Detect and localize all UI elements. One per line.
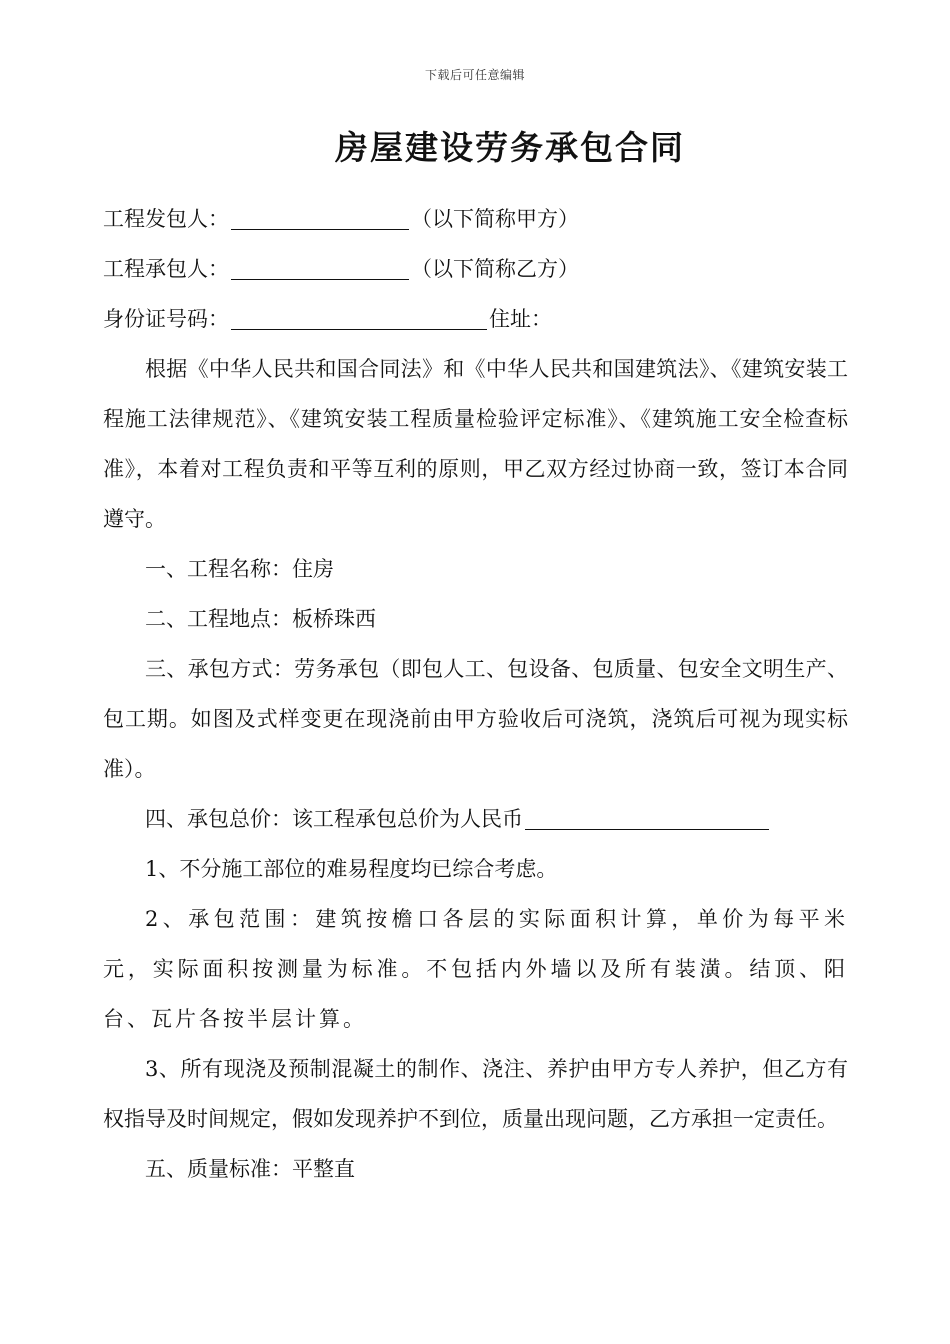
clause-project-name: 一、工程名称：住房: [145, 557, 334, 581]
total-price-blank: [525, 805, 769, 830]
contractor-label: 工程承包人：: [103, 257, 229, 281]
id-blank: [231, 305, 487, 330]
clause-quality-standard: 五、质量标准：平整直: [145, 1157, 355, 1181]
id-line: [103, 294, 848, 344]
clause-contract-method: 三、承包方式：劳务承包（即包人工、包设备、包质量、包安全文明生产、包工期。如图及式样变更在现浇前由甲方验收后可浇筑，浇筑后可视为现实标准）。: [103, 657, 848, 781]
document-title: 房屋建设劳务承包合同: [335, 128, 685, 167]
clause-project-location: 二、工程地点：板桥珠西: [145, 607, 376, 631]
address-label: 住址：: [489, 307, 552, 331]
employer-label: 工程发包人：: [103, 207, 229, 231]
employer-blank: [231, 205, 409, 230]
contractor-suffix: （以下简称乙方）: [411, 257, 579, 281]
clause-total-price: [103, 794, 848, 844]
preamble-paragraph: 根据《中华人民共和国合同法》和《中华人民共和国建筑法》、《建筑安装工程施工法律规范》、《建筑安装工程质量检验评定标准》、《建筑施工安全检查标准》，本着对工程负责和平等互利的原则，甲乙双方经过协商一致，签订本合同遵守。: [103, 357, 848, 531]
employer-suffix: （以下简称甲方）: [411, 207, 579, 231]
contractor-line: [103, 244, 848, 294]
contract-body: [103, 194, 848, 1194]
subclause-2: 2、承包范围：建筑按檐口各层的实际面积计算，单价为每平米元，实际面积按测量为标准。不包括内外墙以及所有装潢。结顶、阳台、瓦片各按半层计算。: [103, 907, 848, 1031]
subclause-1: 1、不分施工部位的难易程度均已综合考虑。: [145, 857, 558, 881]
total-price-text: 四、承包总价：该工程承包总价为人民币: [145, 807, 523, 831]
subclause-3: 3、所有现浇及预制混凝土的制作、浇注、养护由甲方专人养护，但乙方有权指导及时间规定，假如发现养护不到位，质量出现问题，乙方承担一定责任。: [103, 1057, 848, 1131]
contractor-blank: [231, 255, 409, 280]
id-label: 身份证号码：: [103, 307, 229, 331]
header-note: 下载后可任意编辑: [424, 68, 525, 82]
employer-line: [103, 194, 848, 244]
